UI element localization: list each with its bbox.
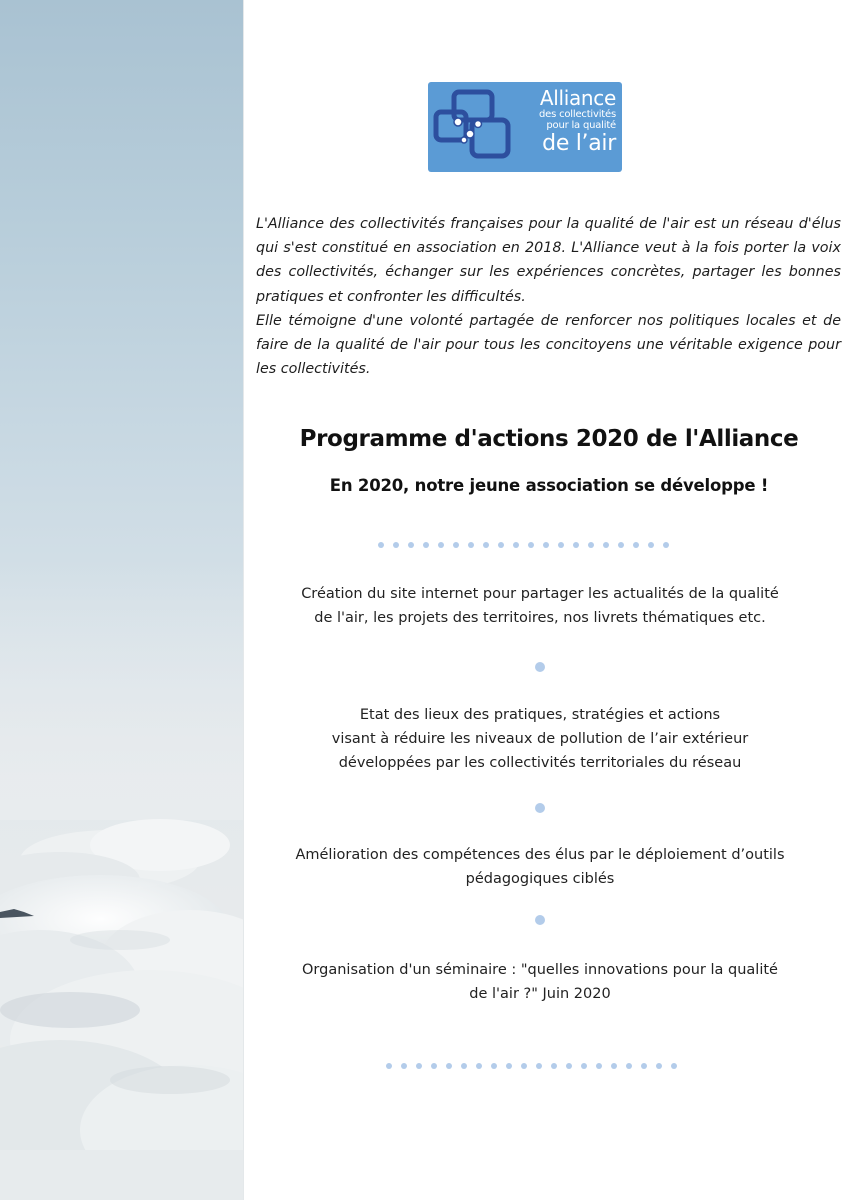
divider — [243, 0, 244, 1200]
logo-line-4: de l’air — [542, 131, 616, 156]
dotted-separator-bottom — [386, 1063, 677, 1069]
clouds-illustration — [0, 0, 244, 1200]
page-title: Programme d'actions 2020 de l'Alliance — [299, 426, 799, 452]
intro-paragraph-2: Elle témoigne d'une volonté partagée de renforcer nos politiques locales et de faire de la qualité de l'air pour tous les concitoyens une véritable exigence pour les collectivités. — [256, 312, 841, 378]
logo-line-1: Alliance — [539, 86, 616, 110]
intro-text — [256, 212, 841, 381]
sky-clouds-image — [0, 0, 244, 1200]
dotted-separator-top — [378, 542, 669, 548]
action-item-2: Etat des lieux des pratiques, stratégies et actions visant à réduire les niveaux de pollution de l’air extérieur développées par les collectivités territoriales du réseau — [331, 707, 749, 771]
alliance-logo — [428, 82, 622, 172]
page-subtitle: En 2020, notre jeune association se développe ! — [329, 476, 769, 495]
logo-wordmark — [539, 88, 616, 155]
bullet-dot-2 — [535, 803, 545, 813]
logo-line-2: des collectivités — [539, 109, 616, 120]
action-item-1: Création du site internet pour partager les actualités de la qualité de l'air, les projets des territoires, nos livrets thématiques etc. — [301, 586, 779, 626]
logo-line-3: pour la qualité — [546, 120, 616, 131]
bullet-dot-3 — [535, 915, 545, 925]
intro-paragraph-1: L'Alliance des collectivités françaises pour la qualité de l'air est un réseau d'élus qui s'est constitué en association en 2018. L'Alliance veut à la fois porter la voix des collectivités, échanger sur les expériences concrètes, partager les bonnes pratiques et confronter les difficultés. — [256, 216, 841, 305]
bullet-dot-1 — [535, 662, 545, 672]
action-item-3: Amélioration des compétences des élus par le déploiement d’outils pédagogiques ciblés — [295, 847, 785, 887]
action-item-4: Organisation d'un séminaire : "quelles innovations pour la qualité de l'air ?" Juin 2020 — [302, 962, 778, 1002]
